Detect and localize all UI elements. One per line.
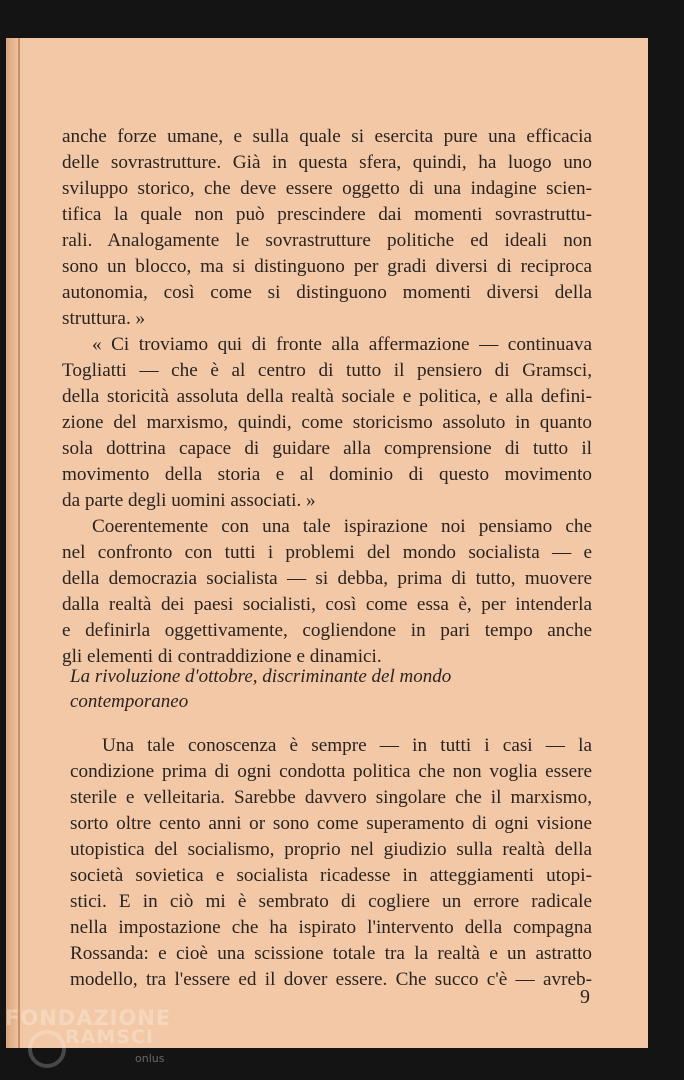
watermark-text: onlus xyxy=(135,1052,165,1065)
text-line: condizione prima di ogni condotta politica che non voglia essere xyxy=(70,761,592,782)
text-line: zione del marxismo, quindi, come storicismo assoluto in quanto xyxy=(62,412,592,433)
heading-line: contemporaneo xyxy=(70,691,189,712)
text-line: Coerentemente con una tale ispirazione noi pensiamo che xyxy=(92,516,592,537)
heading-line: La rivoluzione d'ottobre, discriminante del mondo xyxy=(70,666,452,687)
text-line: e definirla oggettivamente, cogliendone in pari tempo anche xyxy=(62,620,592,641)
watermark-logo-icon xyxy=(28,1030,66,1068)
text-line: sterile e velleitaria. Sarebbe davvero singolare che il marxismo, xyxy=(70,787,592,808)
text-line: società sovietica e socialista ricadesse in atteggiamenti utopi- xyxy=(70,865,592,886)
text-line: autonomia, così come si distinguono momenti diversi della xyxy=(62,282,592,303)
section-heading xyxy=(70,664,600,714)
text-line: Una tale conoscenza è sempre — in tutti i casi — la xyxy=(102,735,592,756)
text-line: tifica la quale non può prescindere dai momenti sovrastruttu- xyxy=(62,204,592,225)
text-line: Rossanda: e cioè una scissione totale tra la realtà e un astratto xyxy=(70,943,592,964)
watermark-text: FONDAZIONE xyxy=(5,1006,172,1030)
body-text-top xyxy=(62,124,592,670)
watermark-text: RAMSCI xyxy=(65,1026,154,1048)
body-text-bottom xyxy=(70,733,592,993)
text-line: delle sovrastrutture. Già in questa sfera, quindi, ha luogo uno xyxy=(62,152,592,173)
text-line: gli elementi di contraddizione e dinamici. xyxy=(62,646,382,667)
text-line: della democrazia socialista — si debba, prima di tutto, muovere xyxy=(62,568,592,589)
text-line: sorto oltre cento anni or sono come superamento di ogni visione xyxy=(70,813,592,834)
text-line: sono un blocco, ma si distinguono per gradi diversi di reciproca xyxy=(62,256,592,277)
text-line: nella impostazione che ha ispirato l'intervento della compagna xyxy=(70,917,592,938)
text-line: modello, tra l'essere ed il dover essere. Che succo c'è — avreb- xyxy=(70,969,592,990)
text-line: movimento della storia e al dominio di questo movimento xyxy=(62,464,592,485)
text-line: « Ci troviamo qui di fronte alla affermazione — continuava xyxy=(92,334,592,355)
text-line: dalla realtà dei paesi socialisti, così come essa è, per intenderla xyxy=(62,594,592,615)
text-line: anche forze umane, e sulla quale si esercita pure una efficacia xyxy=(62,126,592,147)
text-line: sola dottrina capace di guidare alla comprensione di tutto il xyxy=(62,438,592,459)
text-line: Togliatti — che è al centro di tutto il pensiero di Gramsci, xyxy=(62,360,592,381)
text-line: utopistica del socialismo, proprio nel giudizio sulla realtà della xyxy=(70,839,592,860)
text-line: stici. E in ciò mi è sembrato di cogliere un errore radicale xyxy=(70,891,592,912)
page-number: 9 xyxy=(580,986,590,1008)
text-line: nel confronto con tutti i problemi del mondo socialista — e xyxy=(62,542,592,563)
text-line: sviluppo storico, che deve essere oggetto di una indagine scien- xyxy=(62,178,592,199)
text-line: rali. Analogamente le sovrastrutture politiche ed ideali non xyxy=(62,230,592,251)
text-line: struttura. » xyxy=(62,308,146,329)
text-line: della storicità assoluta della realtà sociale e politica, e alla defini- xyxy=(62,386,592,407)
binding-crease xyxy=(18,38,20,1048)
text-line: da parte degli uomini associati. » xyxy=(62,490,316,511)
